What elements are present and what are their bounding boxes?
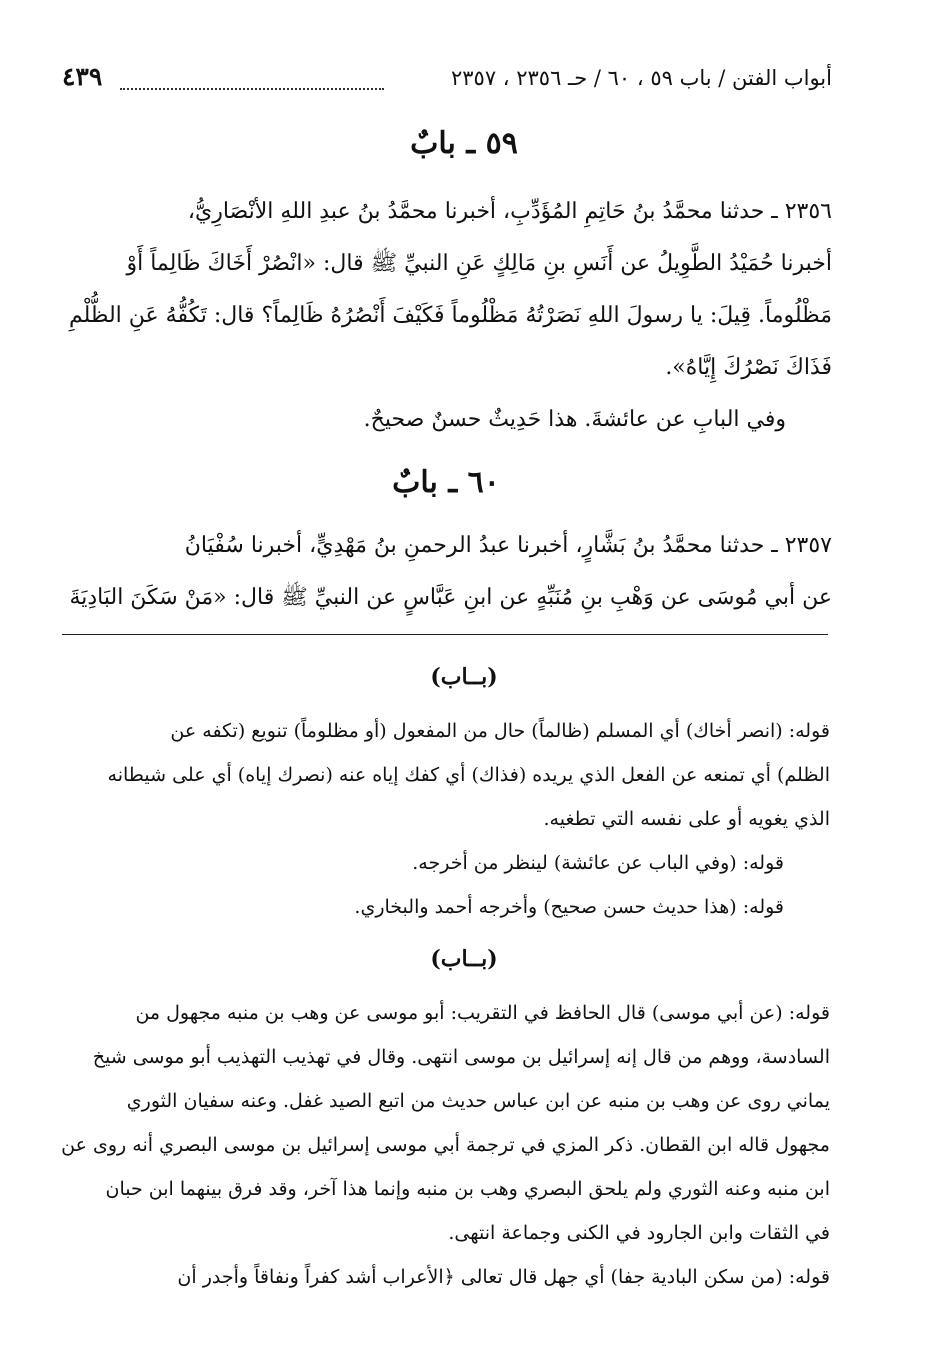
hadith-2356-line: مَظْلُوماً. قِيلَ: يا رسولَ اللهِ نَصَرْتُهُ مَظْلُوماً فَكَيْفَ أَنْصُرُهُ ظَالِماً؟ قال: تَكُفُّهُ عَنِ الظُّلْمِ [69, 303, 832, 328]
commentary-bab-heading: (بــاب) [430, 664, 498, 690]
commentary-line: مجهول قاله ابن القطان. ذكر المزي في ترجمة أبي موسى إسرائيل بن موسى البصري أنه روى عن [61, 1134, 830, 1156]
hadith-2356-line: أخبرنا حُمَيْدُ الطَّوِيلُ عن أَنَسِ بنِ مَالِكٍ عَنِ النبيِّ ﷺ قال: «انْصُرْ أَخَاكَ ظَالِماً أَوْ [126, 251, 832, 276]
commentary-line: قوله: (وفي الباب عن عائشة) لينظر من أخرجه. [412, 852, 784, 874]
commentary-line: يماني روى عن وهب بن منبه عن ابن عباس حديث من اتبع الصيد غفل. وعنه سفيان الثوري [126, 1090, 830, 1112]
commentary-line: الظلم) أي تمنعه عن الفعل الذي يريده (فذاك) أي كفك إياه عنه (نصرك إياه) أي على شيطانه [107, 764, 830, 786]
commentary-line: السادسة، ووهم من قال إنه إسرائيل بن موسى انتهى. وقال في تهذيب التهذيب أبو موسى شيخ [92, 1046, 830, 1068]
commentary-line: قوله: (من سكن البادية جفا) أي جهل قال تعالى ﴿الأعراب أشد كفراً ونفاقاً وأجدر أن [177, 1266, 830, 1288]
chapter-running-title: أبواب الفتن / باب ٥٩ ، ٦٠ / حـ ٢٣٥٦ ، ٢٣٥٧ [450, 66, 832, 90]
page-number: ٤٣٩ [62, 62, 103, 91]
hadith-2356-note: وفي البابِ عن عائشةَ. هذا حَدِيثٌ حسنٌ صحيحٌ. [363, 407, 786, 432]
leader-dots [120, 88, 384, 90]
hadith-2356-line: فَذَاكَ نَصْرُكَ إِيَّاهُ». [665, 355, 832, 380]
hadith-2356-line: ٢٣٥٦ ـ حدثنا محمَّدُ بنُ حَاتِمِ المُؤَدِّبِ، أخبرنا محمَّدُ بنُ عبدِ اللهِ الأنْصَارِيُّ، [187, 199, 832, 224]
commentary-block-2 [60, 994, 830, 1302]
commentary-line: قوله: (انصر أخاك) أي المسلم (ظالماً) حال من المفعول (أو مظلوماً) تنويع (تكفه عن [170, 720, 830, 742]
running-header [62, 62, 832, 106]
commentary-line: قوله: (هذا حديث حسن صحيح) وأخرجه أحمد والبخاري. [354, 896, 784, 918]
commentary-line: الذي يغويه أو على نفسه التي تطغيه. [543, 808, 830, 830]
hadith-2357-line: عن أبي مُوسَى عن وَهْبِ بنِ مُنَبِّهٍ عن ابنِ عَبَّاسٍ عن النبيِّ ﷺ قال: «مَنْ سَكَنَ البَادِيَةَ [69, 585, 832, 610]
bab-59-heading: ٥٩ ـ بابٌ [410, 126, 518, 161]
commentary-bab-heading-2: (بــاب) [430, 946, 498, 972]
hadith-text [60, 186, 832, 624]
commentary-line: ابن منبه وعنه الثوري ولم يلحق البصري وهب بن منبه وإنما هذا آخر، وقد فرق بينهما ابن حبان [105, 1178, 830, 1200]
bab-60-heading: ٦٠ ـ بابٌ [392, 465, 500, 500]
commentary-block-1 [60, 712, 830, 932]
commentary-line: في الثقات وابن الجارود في الكنى وجماعة انتهى. [448, 1222, 830, 1244]
commentary-line: قوله: (عن أبي موسى) قال الحافظ في التقريب: أبو موسى عن وهب بن منبه مجهول من [135, 1002, 830, 1024]
footnote-divider [62, 634, 828, 635]
hadith-2357-line: ٢٣٥٧ ـ حدثنا محمَّدُ بنُ بَشَّارٍ، أخبرنا عبدُ الرحمنِ بنُ مَهْدِيٍّ، أخبرنا سُفْيَانُ [184, 533, 832, 558]
